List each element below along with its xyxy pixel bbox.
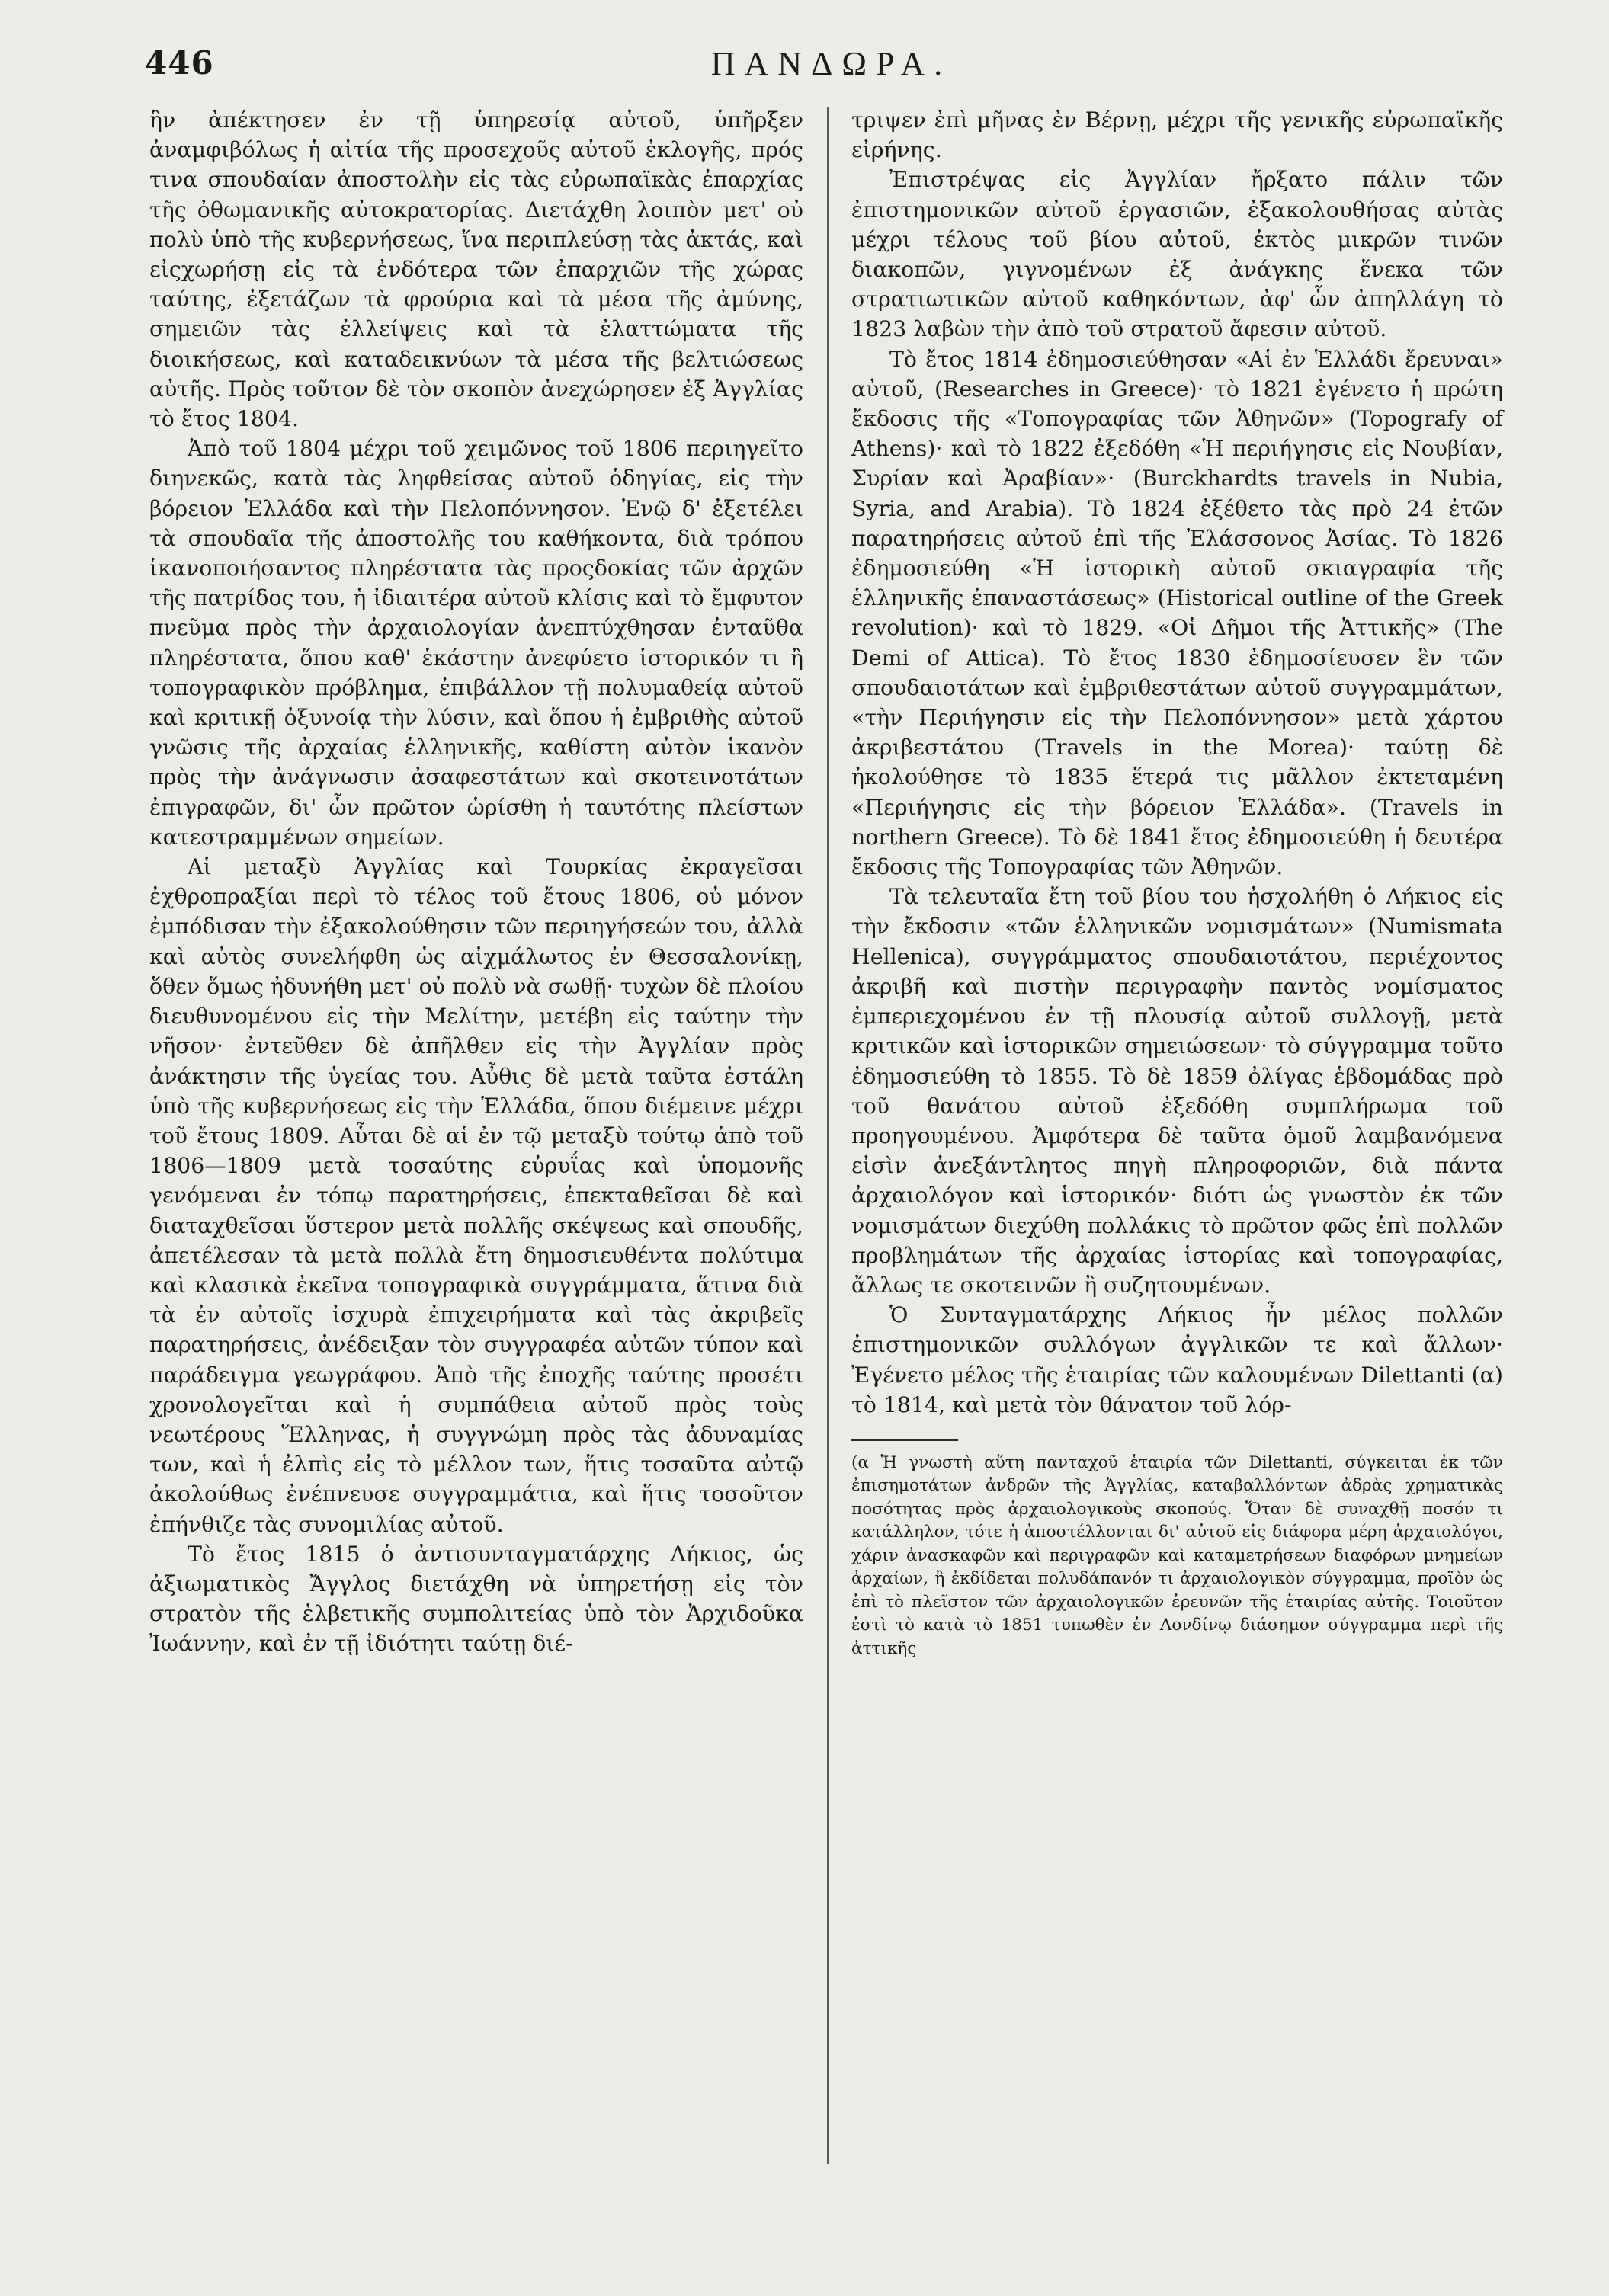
paragraph: ἣν ἀπέκτησεν ἐν τῇ ὑπηρεσίᾳ αὐτοῦ, ὑπῆρξεν ἀναμφιβόλως ἡ αἰτία τῆς προσεχοῦς αὐτοῦ ἐκλογῆς, πρός τινα σπουδαίαν ἀποστολὴν εἰς τὰς εὐρωπαϊκὰς ἐπαρχίας τῆς ὀθωμανικῆς αὐτοκρατορίας. Διετάχθη λοιπὸν μετ' οὐ πολὺ ὑπὸ τῆς κυβερνήσεως, ἵνα περιπλεύσῃ τὰς ἀκτάς, καὶ εἰςχωρήσῃ εἰς τὰ ἐνδότερα τῶν ἐπαρχιῶν τῆς χώρας ταύτης, ἐξετάζων τὰ φρούρια καὶ τὰ μέσα τῆς ἀμύνης, σημειῶν τὰς ἐλλείψεις καὶ τὰ ἐλαττώματα τῆς διοικήσεως, καὶ καταδεικνύων τὰ μέσα τῆς βελτιώσεως αὐτῆς. Πρὸς τοῦτον δὲ τὸν σκοπὸν ἀνεχώρησεν ἐξ Ἀγγλίας τὸ ἔτος 1804. bbox=[149, 107, 803, 432]
footnote bbox=[851, 1452, 1503, 1661]
paragraph: Αἱ μεταξὺ Ἀγγλίας καὶ Τουρκίας ἐκραγεῖσαι ἐχθροπραξίαι περὶ τὸ τέλος τοῦ ἔτους 1806, οὐ μόνον ἐμπόδισαν τὴν ἐξακολούθησιν τῶν περιηγήσεών του, ἀλλὰ καὶ αὐτὸς συνελήφθη ὡς αἰχμάλωτος ἐν Θεσσαλονίκῃ, ὅθεν ὅμως ἠδυνήθη μετ' οὐ πολὺ νὰ σωθῇ· τυχὼν δὲ πλοίου διευθυνομένου εἰς τὴν Μελίτην, μετέβη εἰς ταύτην τὴν νῆσον· ἐντεῦθεν δὲ ἀπῆλθεν εἰς τὴν Ἀγγλίαν πρὸς ἀνάκτησιν τῆς ὑγείας του. Αὖθις δὲ μετὰ ταῦτα ἐστάλη ὑπὸ τῆς κυβερνήσεως εἰς τὴν Ἑλλάδα, ὅπου διέμεινε μέχρι τοῦ ἔτους 1809. Αὗται δὲ αἱ ἐν τῷ μεταξὺ τούτῳ ἀπὸ τοῦ 1806—1809 μετὰ τοσαύτης εὐρυΐας καὶ ὑπομονῆς γενόμεναι ἐν τόπῳ παρατηρήσεις, ἐπεκταθεῖσαι δὲ καὶ διαταχθεῖσαι ὕστερον μετὰ πολλῆς σκέψεως καὶ σπουδῆς, ἀπετέλεσαν τὰ μετὰ πολλὰ ἔτη δημοσιευθέντα πολύτιμα καὶ κλασικὰ ἐκεῖνα τοπογραφικὰ συγγράμματα, ἅτινα διὰ τὰ ἐν αὐτοῖς ἰσχυρὰ ἐπιχειρήματα καὶ τὰς ἀκριβεῖς παρατηρήσεις, ἀνέδειξαν τὸν συγγραφέα αὐτῶν τύπον καὶ παράδειγμα γεωγράφου. Ἀπὸ τῆς ἐποχῆς ταύτης προσέτι χρονολογεῖται καὶ ἡ συμπάθεια αὐτοῦ πρὸς τοὺς νεωτέρους Ἕλληνας, ἡ συγγνώμη πρὸς τὰς ἀδυναμίας των, καὶ ἡ ἐλπὶς εἰς τὸ μέλλον των, ἥτις τοσαῦτα αὐτῷ ἀκολούθως ἐνέπνευσε συγγραμμάτια, καὶ ἥτις τοσοῦτον ἐπήνθιζε τὰς συνομιλίας αὐτοῦ. bbox=[149, 854, 803, 1537]
paragraph: Τὸ ἔτος 1815 ὁ ἀντισυνταγματάρχης Λήκιος, ὡς ἀξιωματικὸς Ἄγγλος διετάχθη νὰ ὑπηρετήσῃ εἰς τὸν στρατὸν τῆς ἑλβετικῆς συμπολιτείας ὑπὸ τὸν Ἀρχιδοῦκα Ἰωάννην, καὶ ἐν τῇ ἰδιότητι ταύτῃ διέ- bbox=[149, 1541, 803, 1657]
page-number: 446 bbox=[145, 44, 214, 82]
column-divider bbox=[827, 107, 829, 2164]
paragraph: Τὸ ἔτος 1814 ἐδημοσιεύθησαν «Αἱ ἐν Ἑλλάδι ἔρευναι» αὐτοῦ, (Researches in Greece)· τὸ 1821 ἐγένετο ἡ πρώτη ἔκδοσις τῆς «Τοπογραφίας τῶν Ἀθηνῶν» (Topografy of Athens)· καὶ τὸ 1822 ἐξεδόθη «Ἡ περιήγησις εἰς Νουβίαν, Συρίαν καὶ Ἀραβίαν»· (Burckhardts travels in Nubia, Syria, and Arabia). Τὸ 1824 ἐξέθετο τὰς πρὸ 24 ἐτῶν παρατηρήσεις αὐτοῦ ἐπὶ τῆς Ἐλάσσονος Ἀσίας. Τὸ 1826 ἐδημοσιεύθη «Ἡ ἱστορικὴ αὐτοῦ σκιαγραφία τῆς ἑλληνικῆς ἐπαναστάσεως» (Historical outline of the Greek revolution)· καὶ τὸ 1829. «Οἱ Δῆμοι τῆς Ἀττικῆς» (The Demi of Attica). Τὸ ἔτος 1830 ἐδημοσίευσεν ἓν τῶν σπουδαιοτάτων καὶ ἐμβριθεστάτων αὐτοῦ συγγραμμάτων, «τὴν Περιήγησιν εἰς τὴν Πελοπόννησον» μετὰ χάρτου ἀκριβεστάτου (Travels in the Morea)· ταύτῃ δὲ ἠκολούθησε τὸ 1835 ἕτερά τις μᾶλλον ἐκτεταμένη «Περιήγησις εἰς τὴν βόρειον Ἑλλάδα». (Travels in northern Greece). Τὸ δὲ 1841 ἔτος ἐδημοσιεύθη ἡ δευτέρα ἔκδοσις τῆς Τοπογραφίας τῶν Ἀθηνῶν. bbox=[851, 346, 1503, 880]
paragraph: Τὰ τελευταῖα ἔτη τοῦ βίου του ἠσχολήθη ὁ Λήκιος εἰς τὴν ἔκδοσιν «τῶν ἑλληνικῶν νομισμάτων» (Numismata Hellenica), συγγράμματος σπουδαιοτάτου, περιέχοντος ἀκριβῆ καὶ πιστὴν περιγραφὴν παντὸς νομίσματος ἐμπεριεχομένου ἐν τῇ πλουσίᾳ αὐτοῦ συλλογῇ, μετὰ κριτικῶν καὶ ἱστορικῶν σημειώσεων· τὸ σύγγραμμα τοῦτο ἐδημοσιεύθη τὸ 1855. Τὸ δὲ 1859 ὀλίγας ἑβδομάδας πρὸ τοῦ θανάτου αὐτοῦ ἐξεδόθη συμπλήρωμα τοῦ προηγουμένου. Ἀμφότερα δὲ ταῦτα ὁμοῦ λαμβανόμενα εἰσὶν ἀνεξάντλητος πηγὴ πληροφοριῶν, διὰ πάντα ἀρχαιολόγον καὶ ἱστορικόν· διότι ὡς γνωστὸν ἐκ τῶν νομισμάτων διεχύθη πολλάκις τὸ πρῶτον φῶς ἐπὶ πολλῶν προβλημάτων τῆς ἀρχαίας ἱστορίας καὶ τοπογραφίας, ἄλλως τε σκοτεινῶν ἢ συζητουμένων. bbox=[851, 884, 1503, 1298]
paragraph: τριψεν ἐπὶ μῆνας ἐν Βέρνῃ, μέχρι τῆς γενικῆς εὐρωπαϊκῆς εἰρήνης. bbox=[851, 107, 1503, 163]
footnote-rule bbox=[851, 1439, 958, 1441]
right-column bbox=[851, 105, 1503, 1660]
running-title: ΠΑΝΔΩΡΑ. bbox=[710, 45, 952, 82]
paragraph: Ἐπιστρέψας εἰς Ἀγγλίαν ἤρξατο πάλιν τῶν ἐπιστημονικῶν αὐτοῦ ἐργασιῶν, ἐξακολουθήσας αὐτὰς μέχρι τέλους τοῦ βίου αὐτοῦ, ἐκτὸς μικρῶν τινῶν διακοπῶν, γιγνομένων ἐξ ἀνάγκης ἕνεκα τῶν στρατιωτικῶν αὐτοῦ καθηκόντων, ἀφ' ὧν ἀπηλλάγη τὸ 1823 λαβὼν τὴν ἀπὸ τοῦ στρατοῦ ἄφεσιν αὐτοῦ. bbox=[851, 167, 1503, 342]
page-header bbox=[145, 44, 1518, 98]
footnote-text: (α Ἡ γνωστὴ αὕτη πανταχοῦ ἑταιρία τῶν Dilettanti, σύγκειται ἐκ τῶν ἐπισημοτάτων ἀνδρῶν τῆς Ἀγγλίας, καταβαλλόντων ἀδρὰς χρηματικὰς ποσότητας πρὸς ἀρχαιολογικοὺς σκοπούς. Ὅταν δὲ συναχθῇ ποσόν τι κατάλληλον, τότε ἡ ἀποστέλλονται δι' αὐτοῦ εἰς διάφορα μέρη ἀρχαιολόγοι, χάριν ἀνασκαφῶν καὶ περιγραφῶν καὶ καταμετρήσεων διαφόρων μνημείων ἀρχαίων, ἢ ἐκδίδεται πολυδάπανόν τι ἀρχαιολογικὸν σύγγραμμα, προϊὸν ὡς ἐπὶ τὸ πλεῖστον τῶν ἀρχαιολογικῶν ἐρευνῶν τῆς ἑταιρίας αὐτῆς. Τοιοῦτον ἐστὶ τὸ κατὰ τὸ 1851 τυπωθὲν ἐν Λονδίνῳ διάσημον σύγγραμμα περὶ τῆς ἀττικῆς bbox=[851, 1452, 1503, 1658]
paragraph: Ὁ Συνταγματάρχης Λήκιος ἦν μέλος πολλῶν ἐπιστημονικῶν συλλόγων ἀγγλικῶν τε καὶ ἄλλων· Ἐγένετο μέλος τῆς ἑταιρίας τῶν καλουμένων Dilettanti (α) τὸ 1814, καὶ μετὰ τὸν θάνατον τοῦ λόρ- bbox=[851, 1302, 1503, 1417]
paragraph: Ἀπὸ τοῦ 1804 μέχρι τοῦ χειμῶνος τοῦ 1806 περιηγεῖτο διηνεκῶς, κατὰ τὰς ληφθείσας αὐτοῦ ὁδηγίας, εἰς τὴν βόρειον Ἑλλάδα καὶ τὴν Πελοπόννησον. Ἐνῷ δ' ἐξετέλει τὰ σπουδαῖα τῆς ἀποστολῆς του καθήκοντα, διὰ τρόπου ἱκανοποιήσαντος πληρέστατα τὰς προςδοκίας τῶν ἀρχῶν τῆς πατρίδος του, ἡ ἰδιαιτέρα αὐτοῦ κλίσις καὶ τὸ ἔμφυτον πνεῦμα πρὸς τὴν ἀρχαιολογίαν ἀνεπτύχθησαν ἐνταῦθα πληρέστατα, ὅπου καθ' ἑκάστην ἀνεφύετο ἱστορικόν τι ἢ τοπογραφικὸν πρόβλημα, ἐπιβάλλον τῇ πολυμαθείᾳ αὐτοῦ καὶ κριτικῇ ὀξυνοίᾳ τὴν λύσιν, καὶ ὅπου ἡ ἐμβριθὴς αὐτοῦ γνῶσις τῆς ἀρχαίας ἑλληνικῆς, καθίστη αὐτὸν ἱκανὸν πρὸς τὴν ἀνάγνωσιν ἀσαφεστάτων καὶ σκοτεινοτάτων ἐπιγραφῶν, δι' ὧν πρῶτον ὡρίσθη ἡ ταυτότης πλείστων κατεστραμμένων σημείων. bbox=[149, 436, 803, 850]
left-column bbox=[149, 105, 803, 1659]
